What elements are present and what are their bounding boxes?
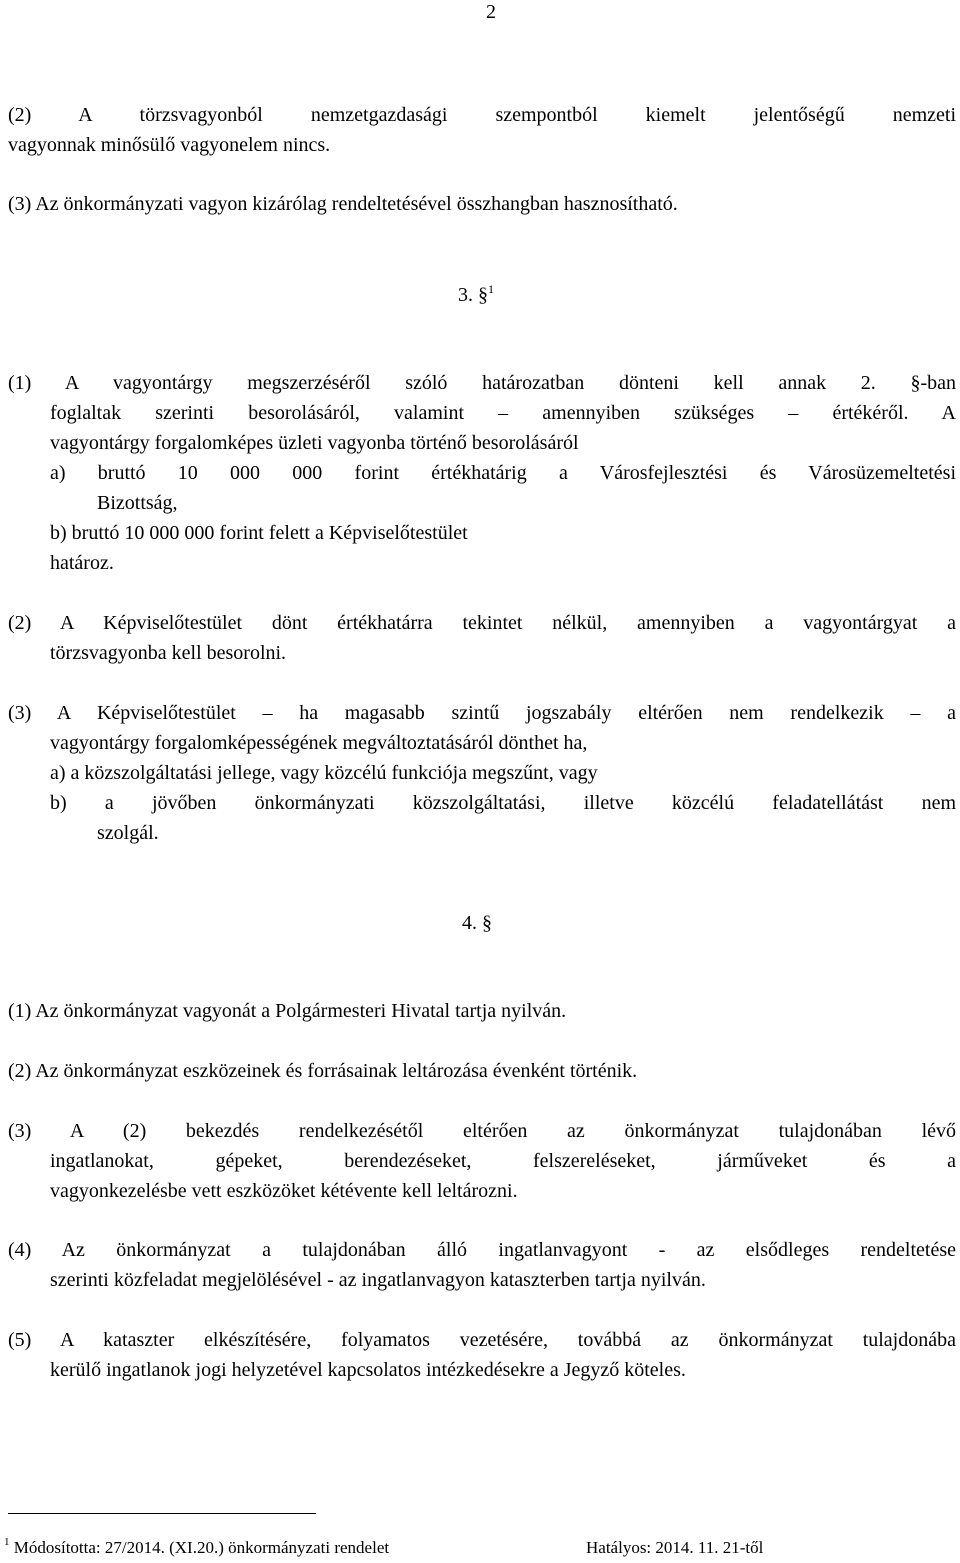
s3-p3-line1: (3) A Képviselőtestület – ha magasabb szintű jogszabály eltérően nem rendelkezik – a xyxy=(8,702,956,724)
s3-p1-b: b) bruttó 10 000 000 forint felett a Képviselőtestület xyxy=(50,522,468,544)
s3-p1-a-line1: a) bruttó 10 000 000 forint értékhatárig a Városfejlesztési és Városüzemeltetési xyxy=(50,462,956,484)
s4-p4-line2: szerinti közfeladat megjelölésével - az ingatlanvagyon kataszterben tartja nyilván. xyxy=(50,1269,706,1291)
section-3-heading-text: 3. § xyxy=(458,284,488,306)
s3-p3-a: a) a közszolgáltatási jellege, vagy közcélú funkciója megszűnt, vagy xyxy=(50,762,598,784)
s2-p2-line2: vagyonnak minősülő vagyonelem nincs. xyxy=(8,134,331,156)
s3-p3-line2: vagyontárgy forgalomképességének megváltoztatásáról dönthet ha, xyxy=(50,732,588,754)
section-4-heading: 4. § xyxy=(462,912,492,934)
footnote-effective-date: Hatályos: 2014. 11. 21-től xyxy=(586,1538,764,1557)
footnote-text: Módosította: 27/2014. (XI.20.) önkormányzati rendelet xyxy=(13,1538,390,1557)
footnote-marker: 1 xyxy=(4,1536,10,1548)
s4-p5-line1: (5) A kataszter elkészítésére, folyamatos vezetésére, továbbá az önkormányzat tulajdonába xyxy=(8,1329,956,1351)
s3-p3-b-line1: b) a jövőben önkormányzati közszolgáltatási, illetve közcélú feladatellátást nem xyxy=(50,792,956,814)
s3-p2-line2: törzsvagyonba kell besorolni. xyxy=(50,642,287,664)
s3-p1-line3: vagyontárgy forgalomképes üzleti vagyonba történő besorolásáról xyxy=(50,432,579,454)
s4-p3-line3: vagyonkezelésbe vett eszközöket kétévente kell leltározni. xyxy=(50,1180,518,1202)
footnote-ref: 1 xyxy=(488,282,494,296)
s3-p1-line2: foglaltak szerinti besorolásáról, valamint – amennyiben szükséges – értékéről. A xyxy=(50,402,956,424)
s4-p5-line2: kerülő ingatlanok jogi helyzetével kapcsolatos intézkedésekre a Jegyző köteles. xyxy=(50,1359,686,1381)
s4-p2: (2) Az önkormányzat eszközeinek és forrásainak leltározása évenként történik. xyxy=(8,1060,638,1082)
s3-p3-b-line2: szolgál. xyxy=(97,822,159,844)
page-number: 2 xyxy=(486,1,496,23)
s4-p3-line1: (3) A (2) bekezdés rendelkezésétől eltérően az önkormányzat tulajdonában lévő xyxy=(8,1120,956,1142)
s3-p1-end: határoz. xyxy=(50,552,114,574)
s2-p2-line1: (2) A törzsvagyonból nemzetgazdasági szempontból kiemelt jelentőségű nemzeti xyxy=(8,104,956,126)
s4-p4-line1: (4) Az önkormányzat a tulajdonában álló ingatlanvagyont - az elsődleges rendeltetése xyxy=(8,1239,956,1261)
s3-p2-line1: (2) A Képviselőtestület dönt értékhatárra tekintet nélkül, amennyiben a vagyontárgyat a xyxy=(8,612,956,634)
footnote xyxy=(4,1538,389,1558)
s3-p1-a-line2: Bizottság, xyxy=(97,492,178,514)
footnote-separator xyxy=(8,1513,316,1514)
section-3-heading xyxy=(458,283,494,307)
s4-p1: (1) Az önkormányzat vagyonát a Polgármesteri Hivatal tartja nyilván. xyxy=(8,1000,567,1022)
s3-p1-line1: (1) A vagyontárgy megszerzéséről szóló határozatban dönteni kell annak 2. §-ban xyxy=(8,372,956,394)
s4-p3-line2: ingatlanokat, gépeket, berendezéseket, felszereléseket, járműveket és a xyxy=(50,1150,956,1172)
s2-p3: (3) Az önkormányzati vagyon kizárólag rendeltetésével összhangban hasznosítható. xyxy=(8,193,678,215)
